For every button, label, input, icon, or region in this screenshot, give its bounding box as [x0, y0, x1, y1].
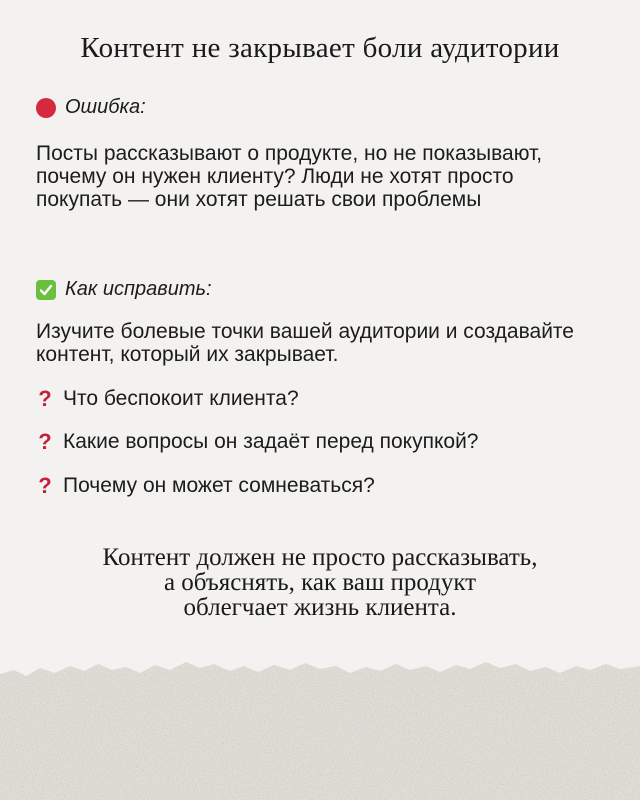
question-text: Какие вопросы он задаёт перед покупкой? [63, 430, 479, 453]
error-label: Ошибка: [65, 96, 146, 118]
question-text: Почему он может сомневаться? [63, 474, 375, 497]
page-title: Контент не закрывает боли аудитории [80, 32, 560, 64]
closing-statement [0, 545, 640, 620]
question-mark-icon: ? [38, 386, 52, 411]
torn-paper-texture [0, 640, 640, 800]
closing-line: а объяснять, как ваш продукт [163, 569, 477, 596]
fix-label-row [36, 278, 212, 301]
check-mark-button-icon [36, 280, 56, 300]
question-text: Что беспокоит клиента? [63, 387, 299, 410]
error-text: Посты рассказывают о продукте, но не показывают, почему он нужен клиенту? Люди не хотят просто покупать — они хотят решать свои проблемы [36, 142, 543, 211]
error-label-row [36, 96, 146, 119]
red-circle-icon [36, 98, 56, 118]
question-item [36, 473, 375, 499]
fix-label: Как исправить: [65, 278, 212, 300]
question-item [36, 429, 478, 455]
fix-text: Изучите болевые точки вашей аудитории и создавайте контент, который их закрывает. [36, 320, 574, 366]
closing-line: облегчает жизнь клиента. [183, 594, 457, 621]
closing-line: Контент должен не просто рассказывать, [102, 544, 538, 571]
question-mark-icon: ? [38, 473, 52, 498]
question-mark-icon: ? [38, 429, 52, 454]
question-item [36, 386, 299, 412]
